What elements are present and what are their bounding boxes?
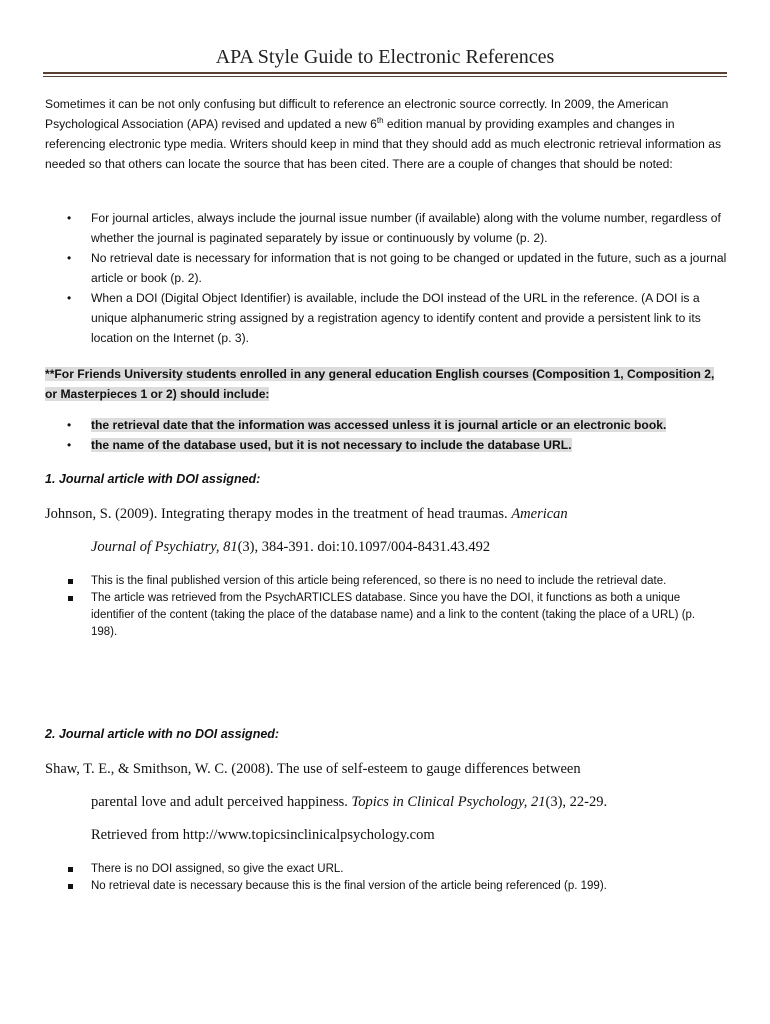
reference-journal: Journal of Psychiatry, 81 bbox=[91, 539, 238, 555]
list-item bbox=[0, 248, 731, 288]
intro-text: Sometimes it can be not only confusing but difficult to reference an electronic source correctly. In 2009, the American Psychological Association (APA) revised and updated a new 6 bbox=[45, 97, 669, 131]
intro-text-cont: edition manual by providing examples and changes in referencing electronic type media. Writers should keep in mind that they should add as much electronic retrieval information as needed so that others can locate the source that has been cited. There are a couple of changes that should be noted: bbox=[45, 117, 722, 171]
square-bullet-icon bbox=[68, 596, 73, 601]
list-item-text: There is no DOI assigned, so give the exact URL. bbox=[91, 863, 344, 875]
list-item-text: When a DOI (Digital Object Identifier) is available, include the DOI instead of the URL in the reference. (A DOI is a unique alphanumeric string assigned by a registration agency to identify content and provide a persistent link to its location on the Internet (p. 3). bbox=[91, 291, 701, 345]
list-item-text: The article was retrieved from the PsychARTICLES database. Since you have the DOI, it functions as both a unique identifier of the content (taking the place of the database name) and a link to the content (taking the place of a URL) (p. 198). bbox=[91, 592, 696, 638]
intro-superscript: th bbox=[376, 115, 384, 125]
friends-requirements-list bbox=[0, 415, 731, 455]
list-item bbox=[0, 435, 731, 455]
section2-notes bbox=[0, 861, 706, 895]
list-item-text: the retrieval date that the information was accessed unless it is journal article or an electronic book. bbox=[91, 418, 667, 432]
list-item bbox=[0, 208, 731, 248]
bullet-icon: • bbox=[67, 291, 72, 305]
reference-journal: American bbox=[511, 506, 568, 522]
reference-line bbox=[45, 506, 568, 523]
reference-text: (3), 22-29. bbox=[545, 794, 608, 810]
page-title: APA Style Guide to Electronic References bbox=[215, 46, 555, 68]
reference-text: parental love and adult perceived happiness. bbox=[91, 794, 352, 810]
reference-text: (3), 384-391. doi:10.1097/004-8431.43.492 bbox=[237, 539, 491, 555]
list-item bbox=[0, 861, 706, 878]
list-item bbox=[0, 415, 731, 435]
list-item bbox=[0, 590, 706, 641]
reference-journal: Topics in Clinical Psychology, 21 bbox=[351, 794, 546, 810]
list-item-text: For journal articles, always include the journal issue number (if available) along with the volume number, regardless of whether the journal is paginated separately by issue or continuously by volume (p. 2). bbox=[91, 211, 721, 245]
list-item-text: No retrieval date is necessary because this is the final version of the article being referenced (p. 199). bbox=[91, 880, 607, 892]
title-underline bbox=[43, 72, 727, 74]
reference-line bbox=[91, 539, 490, 556]
bullet-icon: • bbox=[67, 251, 72, 265]
section1-notes bbox=[0, 573, 706, 641]
list-item-text: This is the final published version of this article being referenced, so there is no need to include the retrieval date. bbox=[91, 575, 667, 587]
bullet-icon: • bbox=[67, 211, 72, 225]
intro-paragraph bbox=[45, 94, 735, 174]
friends-notice bbox=[45, 364, 725, 404]
square-bullet-icon bbox=[68, 884, 73, 889]
reference-line: Shaw, T. E., & Smithson, W. C. (2008). The use of self-esteem to gauge differences between bbox=[45, 761, 581, 777]
reference-line: Retrieved from http://www.topicsinclinicalpsychology.com bbox=[91, 827, 435, 843]
list-item bbox=[0, 573, 706, 590]
square-bullet-icon bbox=[68, 579, 73, 584]
section-heading-doi: 1. Journal article with DOI assigned: bbox=[45, 472, 261, 486]
bullet-icon: • bbox=[67, 438, 72, 452]
changes-list bbox=[0, 208, 731, 348]
list-item-text: the name of the database used, but it is not necessary to include the database URL. bbox=[91, 438, 572, 452]
reference-text: Johnson, S. (2009). Integrating therapy modes in the treatment of head traumas. bbox=[45, 506, 512, 522]
bullet-icon: • bbox=[67, 418, 72, 432]
reference-line bbox=[91, 794, 607, 811]
list-item-text: No retrieval date is necessary for information that is not going to be changed or updated in the future, such as a journal article or book (p. 2). bbox=[91, 251, 727, 285]
square-bullet-icon bbox=[68, 867, 73, 872]
list-item bbox=[0, 878, 706, 895]
section-heading-no-doi: 2. Journal article with no DOI assigned: bbox=[45, 727, 280, 741]
friends-notice-text: **For Friends University students enrolled in any general education English courses (Composition 1, Composition 2, or Masterpieces 1 or 2) should include: bbox=[45, 367, 715, 401]
title-underline-thin bbox=[43, 76, 727, 77]
list-item bbox=[0, 288, 731, 348]
